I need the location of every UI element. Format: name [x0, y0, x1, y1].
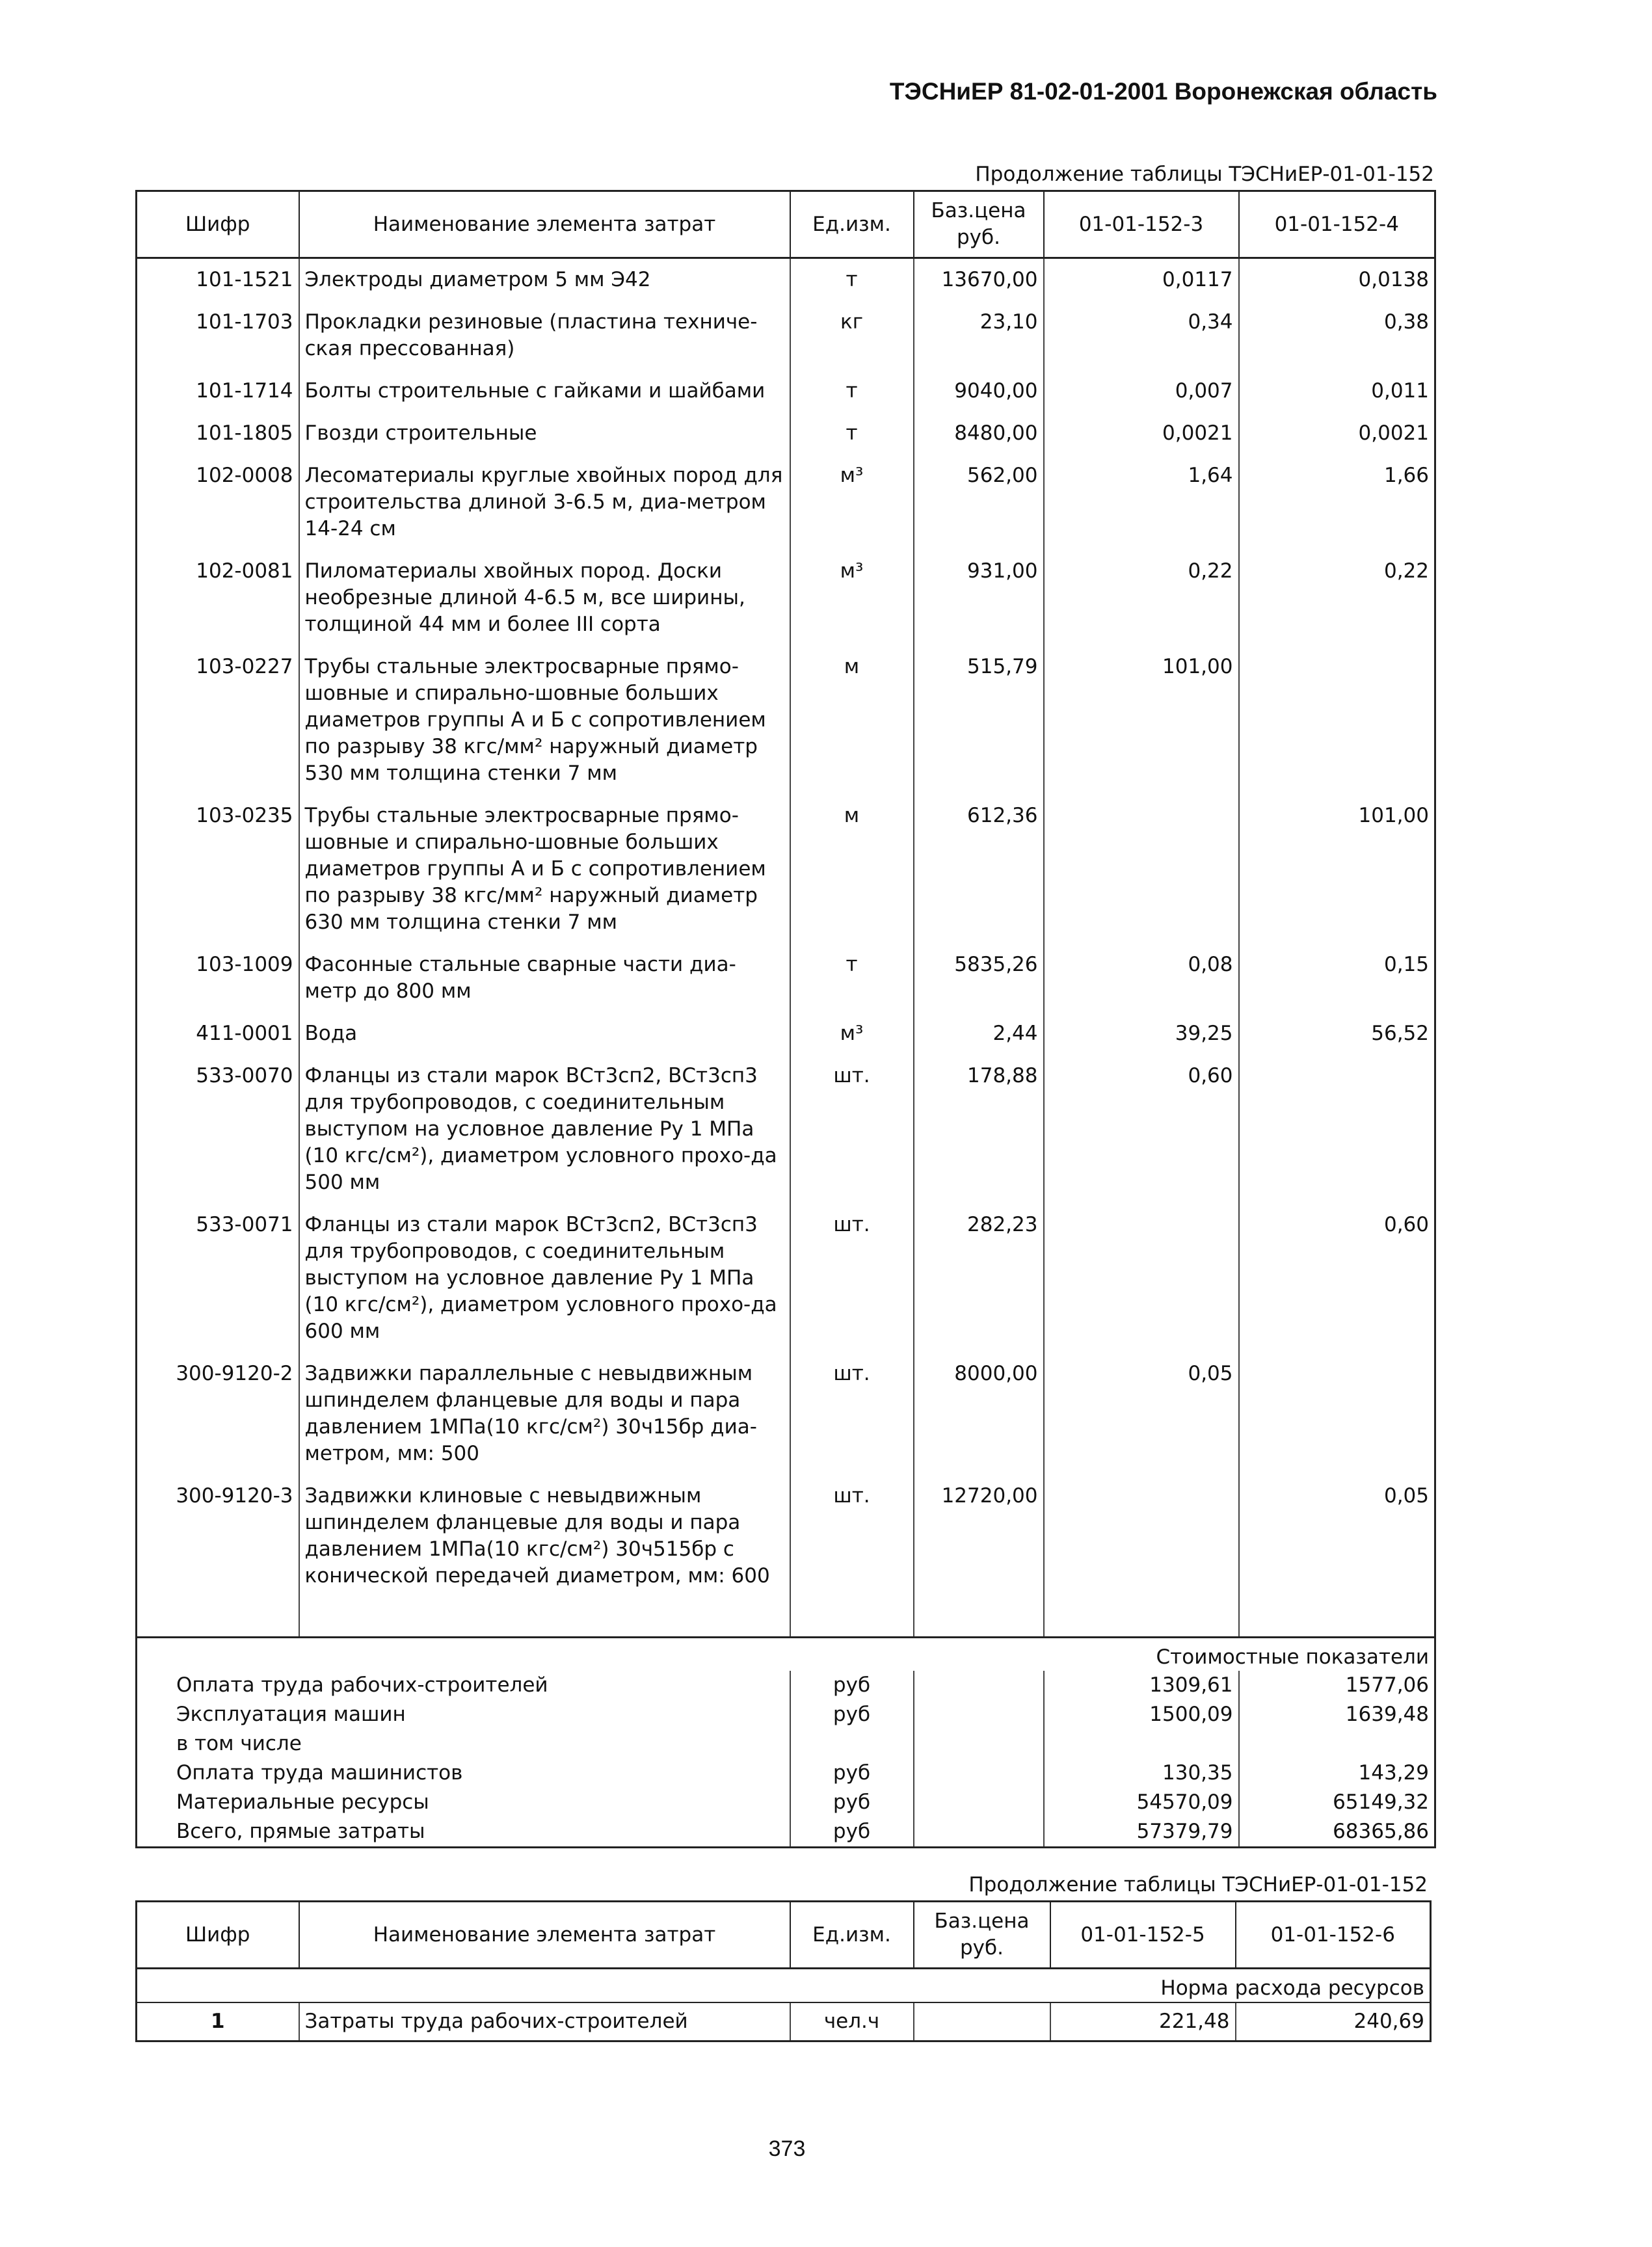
table-row	[137, 944, 1435, 1013]
cell-code: 533-0070	[196, 1064, 293, 1087]
column-header-name: Наименование элемента затрат	[299, 1902, 790, 1969]
cost-row	[137, 1759, 1435, 1788]
cost-empty	[914, 1671, 1044, 1700]
cost-value-3: 130,35	[1044, 1759, 1239, 1788]
cell-norm-3: 0,08	[1044, 944, 1239, 1013]
cost-unit: руб	[790, 1671, 914, 1700]
cell-norm-3: 0,007	[1044, 370, 1239, 412]
cell-name: Вода	[299, 1013, 790, 1055]
table-header-row	[137, 191, 1435, 258]
column-header-name: Наименование элемента затрат	[299, 191, 790, 258]
cell-name: Лесоматериалы круглые хвойных пород для строительства длиной 3-6.5 м, диа-метром 14-24 см	[299, 455, 790, 550]
page-header-title: ТЭСНиЕР 81-02-01-2001 Воронежская область	[889, 78, 1437, 105]
cell-price: 562,00	[914, 455, 1044, 550]
cell-name: Болты строительные с гайками и шайбами	[299, 370, 790, 412]
cell-code: 102-0081	[196, 559, 293, 583]
section-label-norm: Норма расхода ресурсов	[137, 1969, 1431, 2003]
cell-price: 612,36	[914, 795, 1044, 944]
spacer-cell	[137, 1597, 299, 1638]
cost-unit: руб	[790, 1788, 914, 1817]
cell-unit: чел.ч	[790, 2002, 914, 2041]
cell-norm-3: 0,60	[1044, 1055, 1239, 1204]
cell-price: 8000,00	[914, 1353, 1044, 1475]
table-header-row-2	[137, 1902, 1431, 1969]
cell-norm-4: 0,05	[1239, 1475, 1435, 1597]
spacer-cell	[299, 1597, 790, 1638]
cell-norm-3	[1044, 1475, 1239, 1597]
cell-price: 2,44	[914, 1013, 1044, 1055]
cell-name: Задвижки параллельные с невыдвижным шпинделем фланцевые для воды и пара давлением 1МПа(10 кгс/см²) 30ч15бр диа-метром, мм: 500	[299, 1353, 790, 1475]
table-row	[137, 258, 1435, 302]
cell-unit: м	[790, 646, 914, 795]
cost-unit: руб	[790, 1817, 914, 1848]
table-row	[137, 1475, 1435, 1597]
cost-row	[137, 1729, 1435, 1759]
cell-price: 5835,26	[914, 944, 1044, 1013]
cell-norm-3: 0,0021	[1044, 412, 1239, 455]
cell-norm-3: 0,22	[1044, 550, 1239, 646]
page-number: 373	[768, 2136, 806, 2161]
cell-unit: т	[790, 370, 914, 412]
table-row	[137, 646, 1435, 795]
cell-unit: кг	[790, 301, 914, 370]
cell-price: 9040,00	[914, 370, 1044, 412]
table-row	[137, 1013, 1435, 1055]
resources-table	[135, 190, 1436, 1848]
cell-norm-3	[1044, 795, 1239, 944]
table-row	[137, 795, 1435, 944]
cost-label: Материальные ресурсы	[176, 1790, 429, 1814]
cost-row	[137, 1700, 1435, 1729]
cell-norm-4: 101,00	[1239, 795, 1435, 944]
cell-code: 103-1009	[196, 953, 293, 976]
cell-price: 931,00	[914, 550, 1044, 646]
cell-name: Затраты труда рабочих-строителей	[299, 2002, 790, 2041]
cell-unit: шт.	[790, 1204, 914, 1353]
column-header-unit: Ед.изм.	[790, 191, 914, 258]
cell-norm-4: 0,22	[1239, 550, 1435, 646]
cost-label: в том числе	[176, 1732, 302, 1755]
cell-name: Электроды диаметром 5 мм Э42	[299, 258, 790, 302]
cell-norm-4	[1239, 1353, 1435, 1475]
cell-norm-5: 221,48	[1050, 2002, 1236, 2041]
cell-norm-3: 1,64	[1044, 455, 1239, 550]
cell-code: 300-9120-2	[176, 1362, 293, 1385]
cell-price: 282,23	[914, 1204, 1044, 1353]
cell-norm-6: 240,69	[1236, 2002, 1431, 2041]
cell-norm-3: 0,34	[1044, 301, 1239, 370]
table-row	[137, 370, 1435, 412]
cell-code: 101-1703	[196, 310, 293, 334]
table-row	[137, 455, 1435, 550]
cell-norm-4: 0,60	[1239, 1204, 1435, 1353]
spacer-cell	[790, 1597, 914, 1638]
cell-name: Задвижки клиновые с невыдвижным шпинделем фланцевые для воды и пара давлением 1МПа(10 кгс/см²) 30ч515бр с конической передачей диаметром, мм: 600	[299, 1475, 790, 1597]
column-header-price: Баз.цена руб.	[914, 1902, 1050, 1969]
cell-price	[914, 2002, 1050, 2041]
table-row	[137, 2002, 1431, 2041]
cost-value-3: 1500,09	[1044, 1700, 1239, 1729]
cell-code: 102-0008	[196, 464, 293, 487]
table-row	[137, 1353, 1435, 1475]
cell-norm-4: 56,52	[1239, 1013, 1435, 1055]
column-header-price: Баз.цена руб.	[914, 191, 1044, 258]
cell-code: 1	[210, 2010, 225, 2033]
cell-norm-3: 39,25	[1044, 1013, 1239, 1055]
cell-norm-3: 0,0117	[1044, 258, 1239, 302]
cost-row	[137, 1817, 1435, 1848]
cost-row	[137, 1788, 1435, 1817]
cost-empty	[914, 1817, 1044, 1848]
cell-price: 12720,00	[914, 1475, 1044, 1597]
cell-norm-4: 0,0021	[1239, 412, 1435, 455]
cost-label: Всего, прямые затраты	[176, 1820, 425, 1843]
cost-value-4: 1639,48	[1239, 1700, 1435, 1729]
cost-row	[137, 1671, 1435, 1700]
cell-name: Пиломатериалы хвойных пород. Доски необрезные длиной 4-6.5 м, все ширины, толщиной 44 мм и более III сорта	[299, 550, 790, 646]
cell-unit: т	[790, 258, 914, 302]
column-header-norm-5: 01-01-152-5	[1050, 1902, 1236, 1969]
table-row	[137, 412, 1435, 455]
cell-code: 103-0235	[196, 804, 293, 827]
column-header-norm-4: 01-01-152-4	[1239, 191, 1435, 258]
cell-norm-4: 0,15	[1239, 944, 1435, 1013]
column-header-norm-3: 01-01-152-3	[1044, 191, 1239, 258]
cell-unit: т	[790, 412, 914, 455]
spacer-cell	[914, 1597, 1044, 1638]
cost-unit: руб	[790, 1700, 914, 1729]
cell-name: Прокладки резиновые (пластина техниче-ская прессованная)	[299, 301, 790, 370]
cell-norm-4	[1239, 646, 1435, 795]
cell-code: 103-0227	[196, 655, 293, 678]
column-header-norm-6: 01-01-152-6	[1236, 1902, 1431, 1969]
cost-value-4	[1239, 1729, 1435, 1759]
cell-code: 300-9120-3	[176, 1484, 293, 1508]
cell-name: Фланцы из стали марок ВСт3сп2, ВСт3сп3 для трубопроводов, с соединительным выступом на условное давление Ру 1 МПа (10 кгс/см²), диаметром условного прохо-да 500 мм	[299, 1055, 790, 1204]
cost-unit: руб	[790, 1759, 914, 1788]
table-continuation-caption-2: Продолжение таблицы ТЭСНиЕР-01-01-152	[968, 1873, 1428, 1896]
cell-name: Фасонные стальные сварные части диа-метр до 800 мм	[299, 944, 790, 1013]
cost-unit	[790, 1729, 914, 1759]
column-header-code: Шифр	[137, 191, 299, 258]
cell-price: 178,88	[914, 1055, 1044, 1204]
section-row-norm	[137, 1969, 1431, 2003]
cost-value-3: 57379,79	[1044, 1817, 1239, 1848]
cell-code: 101-1714	[196, 379, 293, 403]
cell-price: 13670,00	[914, 258, 1044, 302]
cell-unit: м	[790, 795, 914, 944]
cell-price: 515,79	[914, 646, 1044, 795]
resources-table-2	[135, 1900, 1432, 2042]
cell-code: 533-0071	[196, 1213, 293, 1236]
cell-norm-4	[1239, 1055, 1435, 1204]
cell-price: 8480,00	[914, 412, 1044, 455]
cell-norm-4: 0,38	[1239, 301, 1435, 370]
cell-unit: шт.	[790, 1055, 914, 1204]
cell-unit: м³	[790, 550, 914, 646]
table-continuation-caption: Продолжение таблицы ТЭСНиЕР-01-01-152	[975, 163, 1434, 186]
cost-value-4: 143,29	[1239, 1759, 1435, 1788]
cost-label: Оплата труда машинистов	[176, 1761, 463, 1785]
cell-norm-3	[1044, 1204, 1239, 1353]
cell-name: Гвозди строительные	[299, 412, 790, 455]
table-row	[137, 1055, 1435, 1204]
column-header-code: Шифр	[137, 1902, 299, 1969]
section-label-cost: Стоимостные показатели	[137, 1638, 1435, 1671]
cost-empty	[914, 1759, 1044, 1788]
cost-value-4: 1577,06	[1239, 1671, 1435, 1700]
cell-unit: м³	[790, 455, 914, 550]
cell-norm-4: 0,011	[1239, 370, 1435, 412]
cost-label: Оплата труда рабочих-строителей	[176, 1673, 548, 1697]
cost-empty	[914, 1700, 1044, 1729]
cell-norm-4: 1,66	[1239, 455, 1435, 550]
cell-price: 23,10	[914, 301, 1044, 370]
cost-value-3	[1044, 1729, 1239, 1759]
cell-name: Трубы стальные электросварные прямо-шовные и спирально-шовные больших диаметров группы А и Б с сопротивлением по разрыву 38 кгс/мм² наружный диаметр 530 мм толщина стенки 7 мм	[299, 646, 790, 795]
spacer-cell	[1239, 1597, 1435, 1638]
cell-unit: м³	[790, 1013, 914, 1055]
table-row	[137, 301, 1435, 370]
cost-value-4: 65149,32	[1239, 1788, 1435, 1817]
cell-unit: т	[790, 944, 914, 1013]
table-row	[137, 550, 1435, 646]
cell-code: 411-0001	[196, 1022, 293, 1045]
column-header-unit: Ед.изм.	[790, 1902, 914, 1969]
cell-code: 101-1521	[196, 268, 293, 291]
cell-unit: шт.	[790, 1353, 914, 1475]
cost-value-3: 54570,09	[1044, 1788, 1239, 1817]
cell-norm-3: 101,00	[1044, 646, 1239, 795]
cell-unit: шт.	[790, 1475, 914, 1597]
section-row-cost	[137, 1638, 1435, 1671]
cost-empty	[914, 1788, 1044, 1817]
table-row	[137, 1204, 1435, 1353]
cost-value-4: 68365,86	[1239, 1817, 1435, 1848]
table-spacer-row	[137, 1597, 1435, 1638]
cell-name: Фланцы из стали марок ВСт3сп2, ВСт3сп3 для трубопроводов, с соединительным выступом на условное давление Ру 1 МПа (10 кгс/см²), диаметром условного прохо-да 600 мм	[299, 1204, 790, 1353]
cell-name: Трубы стальные электросварные прямо-шовные и спирально-шовные больших диаметров группы А и Б с сопротивлением по разрыву 38 кгс/мм² наружный диаметр 630 мм толщина стенки 7 мм	[299, 795, 790, 944]
cost-empty	[914, 1729, 1044, 1759]
cell-code: 101-1805	[196, 421, 293, 445]
cost-value-3: 1309,61	[1044, 1671, 1239, 1700]
spacer-cell	[1044, 1597, 1239, 1638]
cell-norm-3: 0,05	[1044, 1353, 1239, 1475]
cost-label: Эксплуатация машин	[176, 1703, 406, 1726]
cell-norm-4: 0,0138	[1239, 258, 1435, 302]
